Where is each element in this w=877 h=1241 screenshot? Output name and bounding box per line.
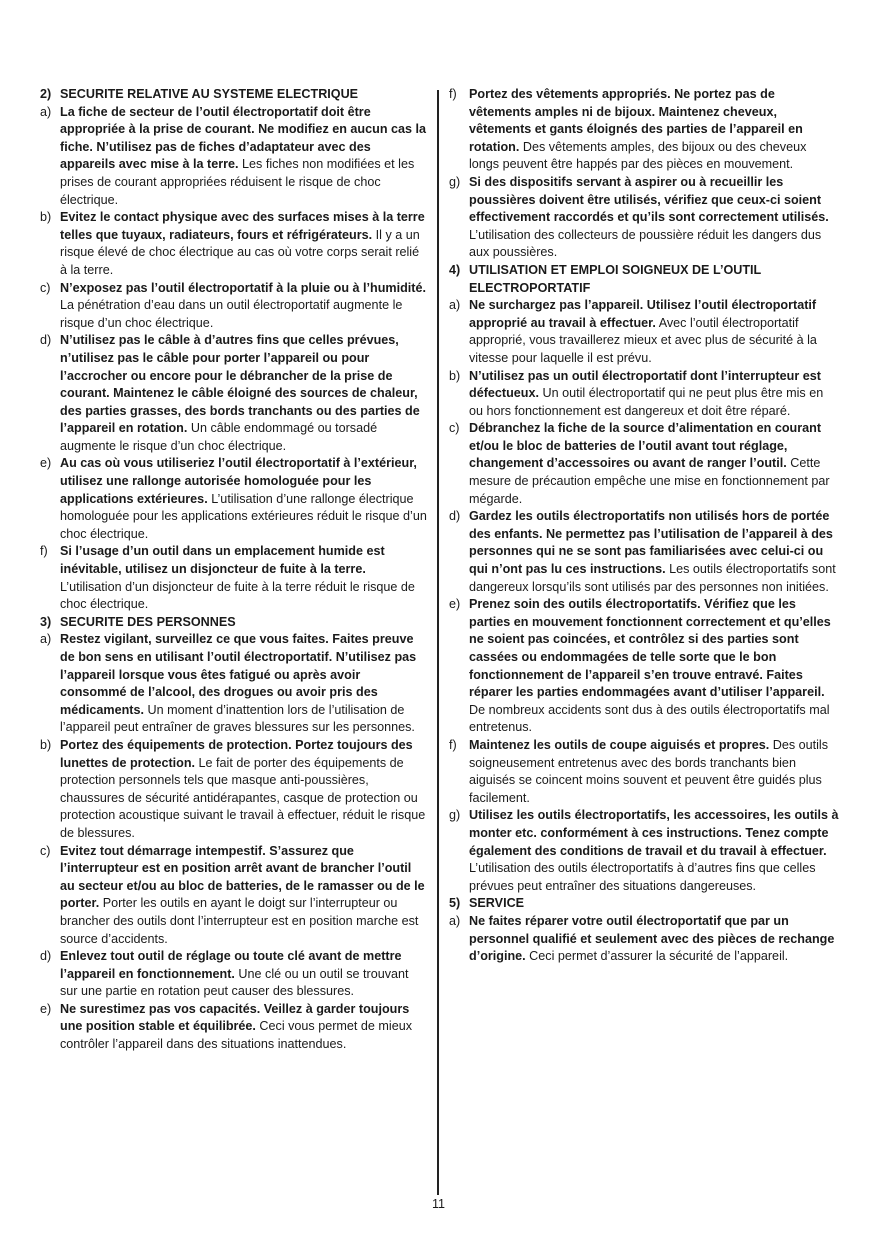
item-text	[60, 737, 427, 843]
item-bold-text: Maintenez les outils de coupe aiguisés et propres.	[469, 737, 770, 752]
list-item	[449, 508, 839, 596]
list-item	[449, 596, 839, 737]
item-label: d)	[40, 333, 52, 348]
section-heading	[40, 614, 427, 632]
item-bold-text: La fiche de secteur de l’outil électroportatif doit être appropriée à la prise de courant. Ne modifiez en aucun cas la fiche. N’utilisez pas de fiches d’adaptateur avec des appareils avec mise à la terre.	[60, 104, 427, 172]
item-label: f)	[449, 737, 457, 752]
item-regular-text: Une clé ou un outil se trouvant sur une partie en rotation peut causer des blessures.	[60, 966, 409, 999]
item-label: f)	[449, 87, 457, 101]
list-item	[40, 104, 427, 210]
item-text	[60, 614, 427, 632]
item-label: a)	[449, 913, 461, 928]
item-text	[469, 596, 839, 737]
item-label: g)	[449, 808, 461, 823]
item-bold-text: SERVICE	[469, 896, 525, 911]
item-bold-text: N’utilisez pas un outil électroportatif dont l’interrupteur est défectueux.	[469, 368, 821, 401]
list-item	[449, 297, 839, 367]
list-item	[449, 420, 839, 508]
item-regular-text: Un câble endommagé ou torsadé augmente le risque d’un choc électrique.	[60, 421, 378, 453]
item-text	[60, 843, 427, 949]
item-regular-text: Les fiches non modifiées et les prises de courant appropriées réduisent le risque de choc électrique.	[60, 157, 415, 207]
item-regular-text: L’utilisation des collecteurs de poussière réduit les dangers dus aux poussières.	[469, 227, 822, 260]
item-bold-text: Utilisez les outils électroportatifs, les accessoires, les outils à monter etc. conformément à ces instructions. Tenez compte également des conditions de travail et du travail à effectuer.	[469, 808, 839, 858]
item-bold-text: Ne faites réparer votre outil électroportatif que par un personnel qualifié et seulement avec des pièces de rechange d’origine.	[469, 913, 835, 964]
list-item	[40, 455, 427, 543]
item-text	[60, 1001, 427, 1054]
item-label: 5)	[449, 896, 461, 911]
item-regular-text: Ceci vous permet de mieux contrôler l’appareil dans des situations inattendues.	[60, 1019, 413, 1052]
item-text	[469, 368, 839, 421]
item-regular-text: Les outils électroportatifs sont dangereux lorsqu’ils sont utilisés par des personnes non initiées.	[469, 562, 836, 594]
item-text	[469, 262, 839, 297]
list-item	[40, 543, 427, 613]
list-item	[449, 174, 839, 262]
section-heading	[40, 86, 427, 104]
item-text	[60, 455, 427, 543]
item-bold-text: SECURITE DES PERSONNES	[60, 614, 236, 629]
item-regular-text: Ceci permet d’assurer la sécurité de l’appareil.	[525, 949, 789, 964]
item-bold-text: Prenez soin des outils électroportatifs. Vérifiez que les parties en mouvement fonctionnent correctement et qu’elles ne soient pas coincées, et contrôlez si des parties sont cassées ou endommagées de telle sorte que le bon fonctionnement de l’appareil s’en trouve entravé. Faites réparer les parties endommagées avant d’utiliser l’appareil.	[469, 597, 831, 700]
list-item	[40, 948, 427, 1001]
item-label: c)	[40, 280, 51, 295]
list-item	[40, 1001, 427, 1054]
list-item	[40, 209, 427, 279]
item-label: 4)	[449, 262, 461, 277]
item-bold-text: Restez vigilant, surveillez ce que vous faites. Faites preuve de bon sens en utilisant l’outil électroportatif. N’utilisez pas l’appareil lorsque vous êtes fatigué ou après avoir consommé de l’alcool, des drogues ou avoir pris des médicaments.	[60, 632, 417, 717]
list-item	[40, 737, 427, 843]
item-regular-text: L’utilisation des outils électroportatifs à d’autres fins que celles prévues peut entraîner des situations dangereuses.	[469, 861, 816, 893]
item-label: c)	[40, 843, 51, 858]
item-label: g)	[449, 174, 461, 189]
item-regular-text: Des outils soigneusement entretenus avec des bords tranchants bien aiguisés se coincent moins souvent et peuvent être guidés plus facilement.	[469, 737, 829, 805]
item-text	[60, 104, 427, 210]
item-bold-text: Au cas où vous utiliseriez l’outil électroportatif à l’extérieur, utilisez une rallonge autorisée homologuée pour les applications extérieures.	[60, 456, 417, 506]
item-regular-text: Des vêtements amples, des bijoux ou des cheveux longs peuvent être happés par des pièces en mouvement.	[469, 139, 807, 172]
item-text	[60, 280, 427, 333]
list-item	[449, 737, 839, 807]
right-column	[449, 86, 839, 966]
item-label: d)	[449, 509, 461, 524]
item-text	[60, 209, 427, 279]
item-regular-text: Avec l’outil électroportatif approprié, vous travaillerez mieux et avec plus de sécurité à la vitesse pour laquelle il est prévu.	[469, 315, 817, 365]
item-text	[469, 895, 839, 913]
item-bold-text: Si des dispositifs servant à aspirer ou à recueillir les poussières doivent être utilisés, vérifiez que ceux-ci soient effectivement raccordés et qu’ils sont correctement utilisés.	[469, 174, 829, 225]
item-text	[60, 948, 427, 1001]
item-label: b)	[40, 210, 52, 225]
item-regular-text: De nombreux accidents sont dus à des outils électroportatifs mal entretenus.	[469, 702, 830, 735]
item-text	[469, 420, 839, 508]
item-label: f)	[40, 544, 48, 559]
item-label: 3)	[40, 614, 52, 629]
item-label: a)	[40, 632, 52, 647]
item-text	[469, 508, 839, 596]
item-bold-text: N’exposez pas l’outil électroportatif à la pluie ou à l’humidité.	[60, 280, 426, 295]
item-bold-text: Evitez tout démarrage intempestif. S’assurez que l’interrupteur est en position arrêt avant de brancher l’outil au secteur et/ou au bloc de batteries, de le ramasser ou de le porter.	[60, 843, 425, 911]
item-label: 2)	[40, 87, 52, 101]
item-bold-text: N’utilisez pas le câble à d’autres fins que celles prévues, n’utilisez pas le câble pour porter l’appareil ou pour l’accrocher ou encore pour le débrancher de la prise de courant. Maintenez le câble éloigné des sources de chaleur, des parties grasses, des bords tranchants ou des parties de l’appareil en rotation.	[60, 333, 420, 436]
item-label: e)	[40, 456, 52, 471]
item-bold-text: Evitez le contact physique avec des surfaces mises à la terre telles que tuyaux, radiateurs, fours et réfrigérateurs.	[60, 210, 425, 242]
item-regular-text: Un outil électroportatif qui ne peut plus être mis en ou hors fonctionnement est dangereux et doit être réparé.	[469, 386, 824, 418]
item-text	[60, 332, 427, 455]
item-text	[469, 297, 839, 367]
item-label: a)	[40, 104, 52, 119]
list-item	[40, 843, 427, 949]
item-bold-text: Ne surchargez pas l’appareil. Utilisez l’outil électroportatif approprié au travail à effectuer.	[469, 298, 817, 330]
list-item	[449, 807, 839, 895]
item-text	[60, 631, 427, 737]
item-bold-text: SECURITE RELATIVE AU SYSTEME ELECTRIQUE	[60, 87, 359, 101]
item-bold-text: Si l’usage d’un outil dans un emplacement humide est inévitable, utilisez un disjoncteur de fuite à la terre.	[60, 544, 385, 577]
item-label: e)	[449, 597, 461, 612]
list-item	[40, 631, 427, 737]
item-text	[469, 86, 839, 174]
item-label: a)	[449, 298, 461, 313]
item-text	[60, 543, 427, 613]
item-regular-text: Cette mesure de précaution empêche une mise en fonctionnement par mégarde.	[469, 456, 830, 506]
item-text	[469, 807, 839, 895]
item-bold-text: Gardez les outils électroportatifs non utilisés hors de portée des enfants. Ne permettez pas l’utilisation de l’appareil à des personnes qui ne se sont pas familiarisées avec celui-ci ou qui n’ont pas lu ces instructions.	[469, 509, 833, 577]
item-bold-text: Enlevez tout outil de réglage ou toute clé avant de mettre l’appareil en fonctionnement.	[60, 949, 402, 981]
item-bold-text: Débranchez la fiche de la source d’alimentation en courant et/ou le bloc de batteries de l’outil avant tout réglage, changement d’accessoires ou avant de ranger l’outil.	[469, 421, 822, 471]
item-label: b)	[449, 368, 461, 383]
item-regular-text: Porter les outils en ayant le doigt sur l’interrupteur ou brancher des outils dont l’interrupteur est en position marche est source d’accidents.	[60, 896, 419, 946]
left-column	[40, 86, 427, 1054]
item-regular-text: Un moment d’inattention lors de l’utilisation de l’appareil peut entraîner de graves blessures sur les personnes.	[60, 702, 415, 735]
item-regular-text: L’utilisation d’une rallonge électrique homologuée pour les applications extérieures réduit le risque d’un choc électrique.	[60, 491, 427, 541]
item-text	[60, 86, 427, 104]
item-bold-text: Ne surestimez pas vos capacités. Veillez à garder toujours une position stable et équilibrée.	[60, 1001, 410, 1034]
list-item	[449, 913, 839, 966]
item-regular-text: L’utilisation d’un disjoncteur de fuite à la terre réduit le risque de choc électrique.	[60, 579, 415, 612]
item-text	[469, 737, 839, 807]
item-regular-text: La pénétration d’eau dans un outil électroportatif augmente le risque d’un choc électrique.	[60, 298, 403, 330]
item-bold-text: Portez des équipements de protection. Portez toujours des lunettes de protection.	[60, 737, 413, 770]
item-label: b)	[40, 737, 52, 752]
list-item	[449, 368, 839, 421]
section-heading	[449, 262, 839, 297]
item-bold-text: UTILISATION ET EMPLOI SOIGNEUX DE L’OUTIL ELECTROPORTATIF	[469, 262, 762, 295]
section-heading	[449, 895, 839, 913]
page-number: 11	[431, 1197, 446, 1211]
item-text	[469, 913, 839, 966]
item-bold-text: Portez des vêtements appropriés. Ne portez pas de vêtements amples ni de bijoux. Maintenez cheveux, vêtements et gants éloignés des parties de l’appareil en rotation.	[469, 87, 803, 154]
column-divider	[437, 90, 439, 1195]
list-item	[449, 86, 839, 174]
item-text	[469, 174, 839, 262]
item-label: e)	[40, 1001, 52, 1016]
item-label: c)	[449, 421, 460, 436]
item-regular-text: Le fait de porter des équipements de protection personnels tels que masque anti-poussières, chaussures de sécurité antidérapantes, casque de protection ou protection acoustique suivant le travail à effectuer, réduit le risque de blessures.	[60, 755, 426, 840]
item-label: d)	[40, 949, 52, 964]
list-item	[40, 332, 427, 455]
item-regular-text: Il y a un risque élevé de choc électrique au cas où votre corps serait relié à la terre.	[60, 227, 420, 277]
list-item	[40, 280, 427, 333]
